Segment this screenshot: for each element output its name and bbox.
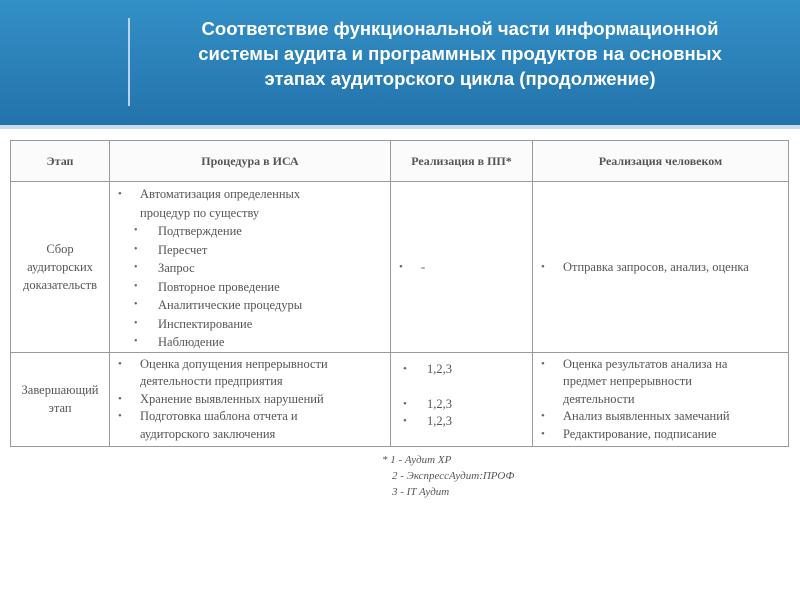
procedure-item: • Хранение выявленных нарушений bbox=[114, 391, 386, 409]
stage-label-line: аудиторских bbox=[27, 259, 93, 274]
procedure-item-continuation: деятельности предприятия bbox=[140, 374, 283, 388]
human-item-continuation: предмет непрерывности bbox=[563, 374, 692, 388]
procedure-item: • Подготовка шаблона отчета и bbox=[114, 408, 386, 426]
stage-label-line: Завершающий bbox=[21, 383, 99, 397]
audit-correspondence-table bbox=[10, 140, 789, 447]
footnote-line: * 1 - Аудит XP bbox=[382, 454, 452, 466]
footnote-line: 2 - ЭкспрессАудит:ПРОФ bbox=[392, 470, 515, 482]
title-line: Соответствие функциональной части информационной bbox=[201, 18, 719, 39]
procedure-subitem: • Пересчет bbox=[114, 241, 386, 260]
software-cell bbox=[391, 352, 533, 446]
software-footnote bbox=[382, 452, 514, 500]
table-header-row bbox=[11, 141, 789, 182]
procedure-cell bbox=[110, 182, 391, 353]
software-item: • 1,2,3 bbox=[395, 396, 528, 414]
human-item: • Оценка результатов анализа на bbox=[537, 356, 784, 374]
procedure-subitem: • Запрос bbox=[114, 259, 386, 278]
procedure-subitem: • Повторное проведение bbox=[114, 278, 386, 297]
column-header-stage: Этап bbox=[11, 141, 110, 182]
stage-cell bbox=[11, 352, 110, 446]
procedure-item-continuation: процедур по существу bbox=[140, 205, 260, 220]
title-line: системы аудита и программных продуктов на основных bbox=[198, 43, 722, 64]
procedure-item: • Оценка допущения непрерывности bbox=[114, 356, 386, 374]
header-divider bbox=[128, 18, 130, 106]
procedure-subitem: • Наблюдение bbox=[114, 333, 386, 352]
column-header-software: Реализация в ПП* bbox=[391, 141, 533, 182]
column-header-procedure: Процедура в ИСА bbox=[110, 141, 391, 182]
slide-title bbox=[140, 16, 780, 91]
stage-label-line: этап bbox=[48, 401, 72, 415]
procedure-item-continuation: аудиторского заключения bbox=[140, 426, 276, 441]
human-item-continuation: деятельности bbox=[563, 391, 635, 406]
procedure-cell bbox=[110, 352, 391, 446]
procedure-subitem: • Аналитические процедуры bbox=[114, 296, 386, 315]
human-cell bbox=[533, 182, 789, 353]
table-row bbox=[11, 182, 789, 353]
stage-label-line: Сбор bbox=[46, 241, 74, 256]
procedure-subitem: • Подтверждение bbox=[114, 222, 386, 241]
human-item: • Редактирование, подписание bbox=[537, 426, 784, 444]
human-item: • Отправка запросов, анализ, оценка bbox=[537, 259, 784, 275]
software-item: • 1,2,3 bbox=[395, 361, 528, 379]
stage-cell bbox=[11, 182, 110, 353]
human-item: • Анализ выявленных замечаний bbox=[537, 408, 784, 426]
software-item: • - bbox=[395, 259, 528, 275]
stage-label-line: доказательств bbox=[22, 277, 98, 292]
software-item: • 1,2,3 bbox=[395, 413, 528, 431]
software-spacer bbox=[395, 378, 528, 396]
column-header-human: Реализация человеком bbox=[533, 141, 789, 182]
procedure-item: • Автоматизация определенных bbox=[114, 185, 386, 204]
slide-header bbox=[0, 0, 800, 129]
footnote-line: 3 - IT Аудит bbox=[392, 486, 450, 498]
title-line: этапах аудиторского цикла (продолжение) bbox=[264, 68, 656, 89]
procedure-subitem: • Инспектирование bbox=[114, 315, 386, 334]
table-row bbox=[11, 352, 789, 446]
human-cell bbox=[533, 352, 789, 446]
software-cell bbox=[391, 182, 533, 353]
